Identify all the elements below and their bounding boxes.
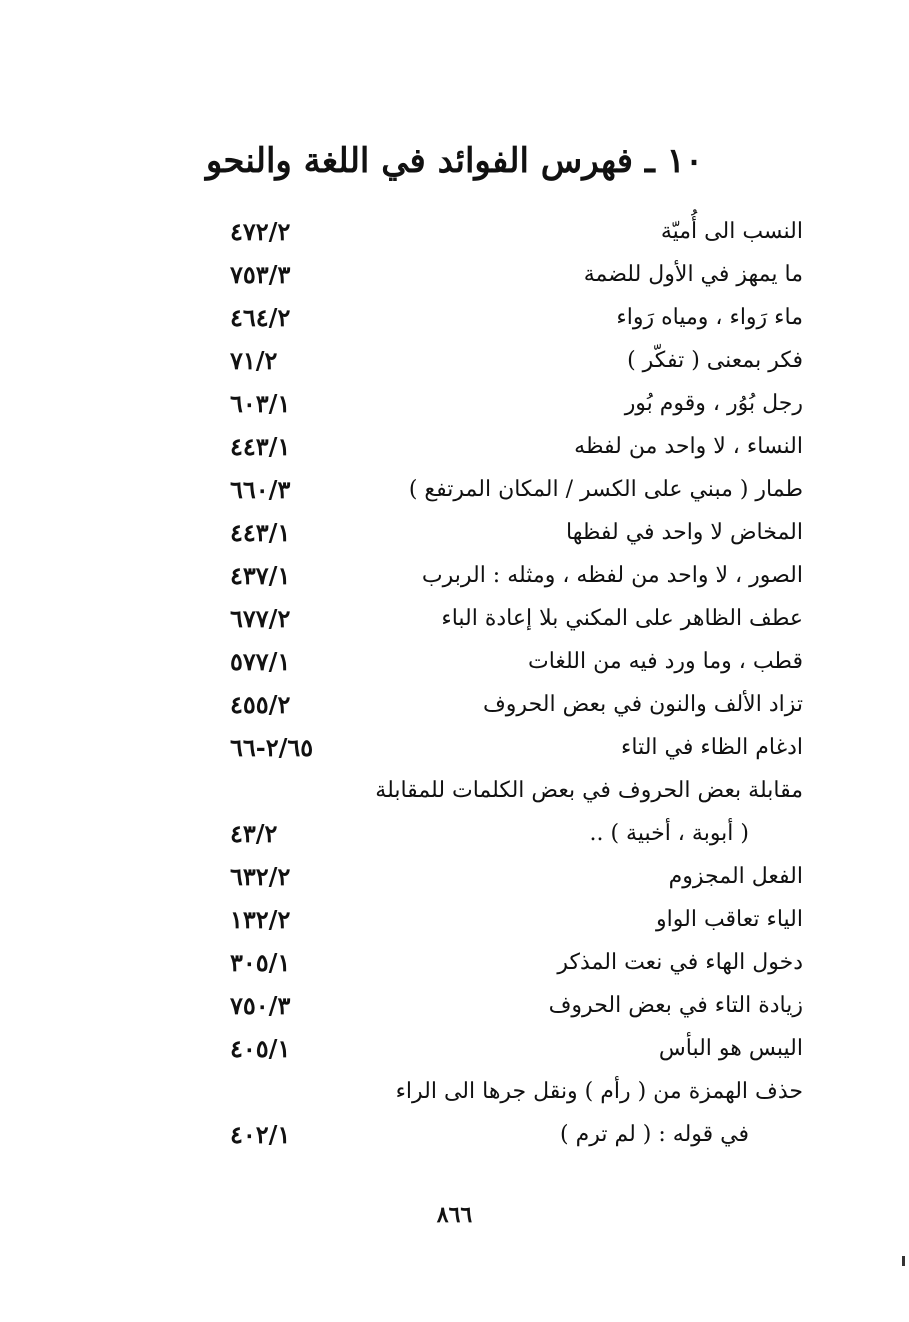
index-entry <box>0 339 909 382</box>
entry-reference: ٥٧٧/١ <box>230 647 291 676</box>
index-entry <box>0 382 909 425</box>
index-entry <box>0 468 909 511</box>
entry-reference: ٤٠٥/١ <box>230 1034 291 1063</box>
entry-reference: ٤٥٥/٢ <box>230 690 291 719</box>
entry-topic: رجل بُوُر ، وقوم بُور <box>624 391 803 416</box>
entry-reference: ١٣٢/٢ <box>230 905 291 934</box>
entry-topic: في قوله : ( لم ترم ) <box>560 1122 749 1147</box>
entry-topic: فكر بمعنى ( تفكّر ) <box>627 348 803 373</box>
entry-topic: ( أبوبة ، أخبية ) .. <box>589 821 749 846</box>
entry-topic: اليبس هو البأس <box>658 1036 803 1061</box>
entry-reference: ٤٣/٢ <box>230 819 278 848</box>
entry-reference: ٢/٦٥-٦٦ <box>230 733 314 762</box>
index-entry <box>0 683 909 726</box>
index-entries <box>0 210 909 1156</box>
entry-topic: الياء تعاقب الواو <box>656 907 803 932</box>
entry-reference: ٣٠٥/١ <box>230 948 291 977</box>
index-entry <box>0 1070 909 1113</box>
entry-topic: النساء ، لا واحد من لفظه <box>574 434 803 459</box>
entry-reference: ٦٣٢/٢ <box>230 862 291 891</box>
index-entry <box>0 511 909 554</box>
entry-topic: ادغام الظاء في التاء <box>621 735 803 760</box>
page-number: ٨٦٦ <box>436 1202 473 1228</box>
entry-reference: ٦٦٠/٣ <box>230 475 291 504</box>
index-title: ١٠ ـ فهرس الفوائد في اللغة والنحو <box>205 141 704 181</box>
index-entry <box>0 554 909 597</box>
index-entry <box>0 898 909 941</box>
entry-topic: حذف الهمزة من ( رأم ) ونقل جرها الى الراء <box>395 1079 803 1104</box>
entry-topic: ماء رَواء ، ومياه رَواء <box>616 305 803 330</box>
entry-reference: ٤٤٣/١ <box>230 518 291 547</box>
entry-reference: ٧٥٠/٣ <box>230 991 291 1020</box>
index-entry <box>0 941 909 984</box>
entry-reference: ٤٣٧/١ <box>230 561 291 590</box>
index-entry <box>0 296 909 339</box>
entry-reference: ٤٧٢/٢ <box>230 217 291 246</box>
index-entry <box>0 253 909 296</box>
entry-topic: مقابلة بعض الحروف في بعض الكلمات للمقابلة <box>375 778 803 803</box>
entry-reference: ٦٧٧/٢ <box>230 604 291 633</box>
entry-topic: النسب الى أُميّة <box>660 219 803 244</box>
entry-topic: الصور ، لا واحد من لفظه ، ومثله : الربرب <box>421 563 803 588</box>
entry-reference: ٧١/٢ <box>230 346 278 375</box>
index-entry <box>0 769 909 812</box>
index-entry <box>0 984 909 1027</box>
index-entry <box>0 1113 909 1156</box>
entry-topic: تزاد الألف والنون في بعض الحروف <box>483 692 803 717</box>
entry-topic: قطب ، وما ورد فيه من اللغات <box>528 649 803 674</box>
index-entry <box>0 210 909 253</box>
entry-topic: ما يمهز في الأول للضمة <box>583 262 803 287</box>
index-entry <box>0 1027 909 1070</box>
entry-topic: الفعل المجزوم <box>668 864 803 889</box>
entry-reference: ٤٦٤/٢ <box>230 303 291 332</box>
scan-edge-mark <box>902 1256 905 1266</box>
entry-topic: دخول الهاء في نعت المذكر <box>557 950 803 975</box>
entry-topic: عطف الظاهر على المكني بلا إعادة الباء <box>441 606 803 631</box>
entry-topic: المخاض لا واحد في لفظها <box>565 520 803 545</box>
entry-topic: زيادة التاء في بعض الحروف <box>548 993 803 1018</box>
entry-reference: ٤٤٣/١ <box>230 432 291 461</box>
entry-reference: ٦٠٣/١ <box>230 389 291 418</box>
index-entry <box>0 726 909 769</box>
entry-topic: طمار ( مبني على الكسر / المكان المرتفع ) <box>408 477 803 502</box>
entry-reference: ٧٥٣/٣ <box>230 260 291 289</box>
entry-reference: ٤٠٢/١ <box>230 1120 291 1149</box>
index-entry <box>0 855 909 898</box>
index-entry <box>0 425 909 468</box>
index-entry <box>0 597 909 640</box>
index-entry <box>0 812 909 855</box>
index-entry <box>0 640 909 683</box>
